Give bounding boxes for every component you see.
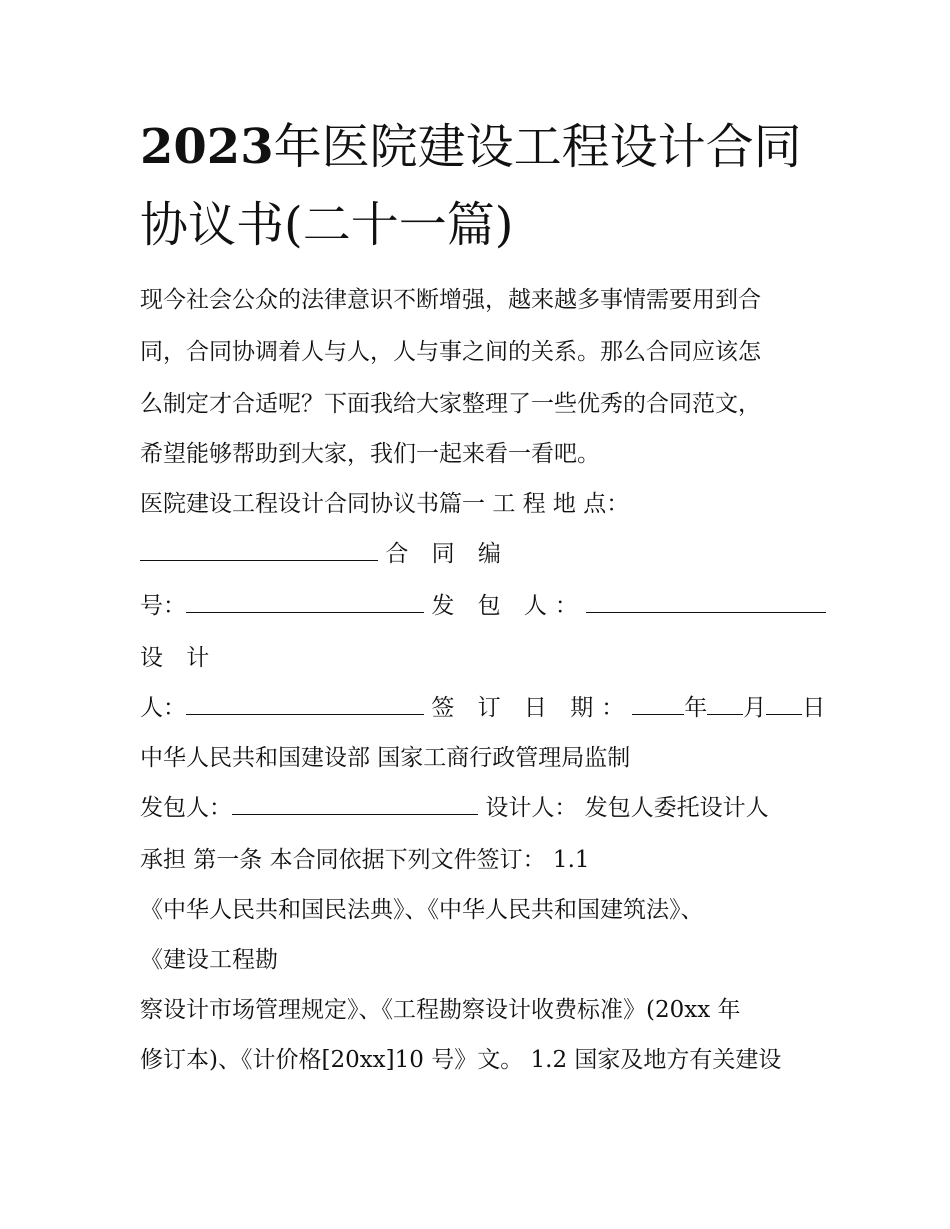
client-label: 发 包 人： [431, 593, 586, 619]
year-char: 年 [684, 695, 708, 721]
client-label-2: 发包人： [140, 795, 232, 821]
title-rest: 年医院建设工程设计合同 [273, 119, 802, 175]
contract-no-blank[interactable] [186, 590, 424, 613]
project-location-blank[interactable] [140, 538, 378, 561]
body-line-4: 《建设工程勘 [140, 947, 278, 973]
designer-label-end: 人： [140, 695, 186, 721]
contract-client-line [140, 590, 826, 622]
client-blank-2[interactable] [232, 792, 478, 815]
body-line-2: 承担 第一条 本合同依据下列文件签订： 1.1 [140, 847, 590, 873]
supervisors-line: 中华人民共和国建设部 国家工商行政管理局监制 [140, 745, 631, 771]
body-line-3: 《中华人民共和国民法典》、《中华人民共和国建筑法》、 [140, 897, 704, 923]
document-title-line-1 [140, 118, 830, 176]
section-heading-line [140, 488, 629, 520]
contract-no-line [140, 538, 509, 570]
day-blank[interactable] [766, 692, 802, 715]
intro-line-3: 么制定才合适呢？下面我给大家整理了一些优秀的合同范文， [140, 391, 761, 417]
designer-date-line [140, 692, 825, 724]
client-blank[interactable] [586, 590, 826, 613]
body-line-6: 修订本)、《计价格[20xx]10 号》文。 1.2 国家及地方有关建设 [140, 1047, 782, 1073]
sign-date-label: 签 订 日 期： [431, 695, 633, 721]
intro-line-4: 希望能够帮助到大家，我们一起来看一看吧。 [140, 441, 600, 467]
intro-line-1: 现今社会公众的法律意识不断增强，越来越多事情需要用到合 [140, 287, 761, 313]
designer-line [140, 642, 217, 674]
month-blank[interactable] [707, 692, 743, 715]
title-year: 2023 [140, 119, 274, 175]
month-char: 月 [743, 695, 767, 721]
intro-line-2: 同，合同协调着人与人，人与事之间的关系。那么合同应该怎 [140, 339, 761, 365]
contract-no-label-end: 号： [140, 593, 186, 619]
day-char: 日 [802, 695, 826, 721]
body-line-5: 察设计市场管理规定》、《工程勘察设计收费标准》(20xx 年 [140, 997, 741, 1023]
parties-line [140, 792, 769, 824]
contract-no-label: 合 同 编 [385, 541, 509, 567]
project-location-label: 工 程 地 点： [492, 491, 630, 517]
designer-blank[interactable] [186, 692, 424, 715]
year-blank[interactable] [632, 692, 684, 715]
designer-label: 设 计 [140, 645, 218, 671]
section-heading: 医院建设工程设计合同协议书篇一 [140, 491, 485, 517]
designer-label-2: 设计人： [485, 795, 578, 821]
body-line-1: 发包人委托设计人 [584, 795, 769, 821]
document-title-line-2: 协议书(二十一篇) [140, 197, 514, 253]
